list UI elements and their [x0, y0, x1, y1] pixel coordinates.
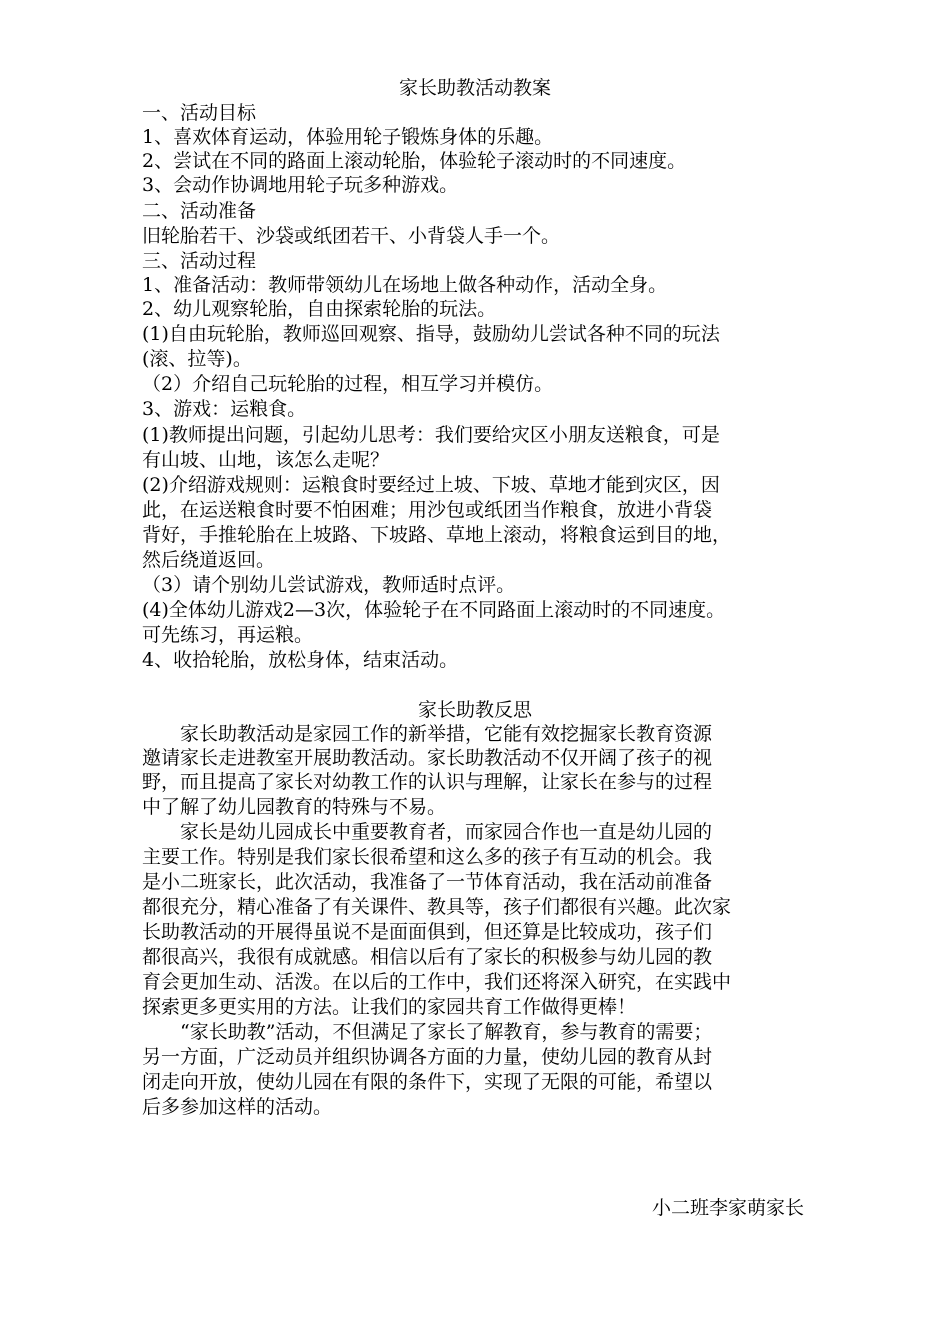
- reflection-line: 长助教活动的开展得虽说不是面面俱到，但还算是比较成功，孩子们: [142, 921, 713, 943]
- plan-line: 然后绕道返回。: [142, 549, 276, 571]
- reflection-line: “家长助教”活动，不但满足了家长了解教育，参与教育的需要；: [142, 1021, 713, 1043]
- reflection-line: 都很高兴，我很有成就感。相信以后有了家长的积极参与幼儿园的教: [142, 946, 713, 968]
- reflection-line: 中了解了幼儿园教育的特殊与不易。: [142, 796, 447, 818]
- plan-line: (2)介绍游戏规则：运粮食时要经过上坡、下坡、草地才能到灾区，因: [142, 474, 720, 496]
- reflection-line: 家长是幼儿园成长中重要教育者，而家园合作也一直是幼儿园的: [142, 821, 713, 843]
- plan-line: 背好，手推轮胎在上坡路、下坡路、草地上滚动，将粮食运到目的地，: [142, 524, 732, 546]
- plan-line: 4、收拾轮胎，放松身体，结束活动。: [142, 649, 459, 671]
- reflection-line: 探索更多更实用的方法。让我们的家园共育工作做得更棒！: [142, 996, 637, 1018]
- plan-line: 3、会动作协调地用轮子玩多种游戏。: [142, 174, 459, 196]
- plan-line: (1)自由玩轮胎，教师巡回观察、指导，鼓励幼儿尝试各种不同的玩法: [142, 323, 720, 345]
- plan-line: 二、活动准备: [142, 200, 257, 222]
- plan-line: (滚、拉等)。: [142, 348, 252, 370]
- plan-line: 旧轮胎若干、沙袋或纸团若干、小背袋人手一个。: [142, 225, 561, 247]
- document-title: 家长助教活动教案: [398, 77, 551, 99]
- plan-line: 可先练习，再运粮。: [142, 624, 314, 646]
- reflection-line: 另一方面，广泛动员并组织协调各方面的力量，使幼儿园的教育从封: [142, 1046, 713, 1068]
- reflection-line: 野，而且提高了家长对幼教工作的认识与理解，让家长在参与的过程: [142, 771, 713, 793]
- plan-line: 有山坡、山地，该怎么走呢？: [142, 449, 390, 471]
- plan-line: (4)全体幼儿游戏2—3次，体验轮子在不同路面上滚动时的不同速度。: [142, 599, 726, 621]
- plan-line: 此，在运送粮食时要不怕困难；用沙包或纸团当作粮食，放进小背袋: [142, 499, 713, 521]
- plan-line: 1、准备活动：教师带领幼儿在场地上做各种动作，活动全身。: [142, 274, 668, 296]
- reflection-line: 邀请家长走进教室开展助教活动。家长助教活动不仅开阔了孩子的视: [142, 747, 713, 769]
- reflection-line: 家长助教活动是家园工作的新举措，它能有效挖掘家长教育资源: [142, 723, 713, 745]
- plan-line: （2）介绍自己玩轮胎的过程，相互学习并模仿。: [142, 373, 554, 395]
- reflection-title: 家长助教反思: [417, 699, 532, 721]
- signature: 小二班李家萌家长: [651, 1197, 804, 1219]
- plan-line: （3）请个别幼儿尝试游戏，教师适时点评。: [142, 574, 516, 596]
- plan-line: 一、活动目标: [142, 102, 257, 124]
- reflection-line: 后多参加这样的活动。: [142, 1096, 333, 1118]
- reflection-line: 闭走向开放，使幼儿园在有限的条件下，实现了无限的可能，希望以: [142, 1071, 713, 1093]
- plan-line: (1)教师提出问题，引起幼儿思考：我们要给灾区小朋友送粮食，可是: [142, 424, 720, 446]
- reflection-line: 都很充分，精心准备了有关课件、教具等，孩子们都很有兴趣。此次家: [142, 896, 732, 918]
- plan-line: 1、喜欢体育运动，体验用轮子锻炼身体的乐趣。: [142, 126, 554, 148]
- reflection-line: 育会更加生动、活泼。在以后的工作中，我们还将深入研究，在实践中: [142, 971, 732, 993]
- reflection-line: 是小二班家长，此次活动，我准备了一节体育活动，我在活动前准备: [142, 871, 713, 893]
- plan-line: 2、幼儿观察轮胎，自由探索轮胎的玩法。: [142, 298, 497, 320]
- plan-line: 3、游戏：运粮食。: [142, 398, 307, 420]
- reflection-line: 主要工作。特别是我们家长很希望和这么多的孩子有互动的机会。我: [142, 846, 713, 868]
- plan-line: 2、尝试在不同的路面上滚动轮胎，体验轮子滚动时的不同速度。: [142, 150, 687, 172]
- plan-line: 三、活动过程: [142, 250, 257, 272]
